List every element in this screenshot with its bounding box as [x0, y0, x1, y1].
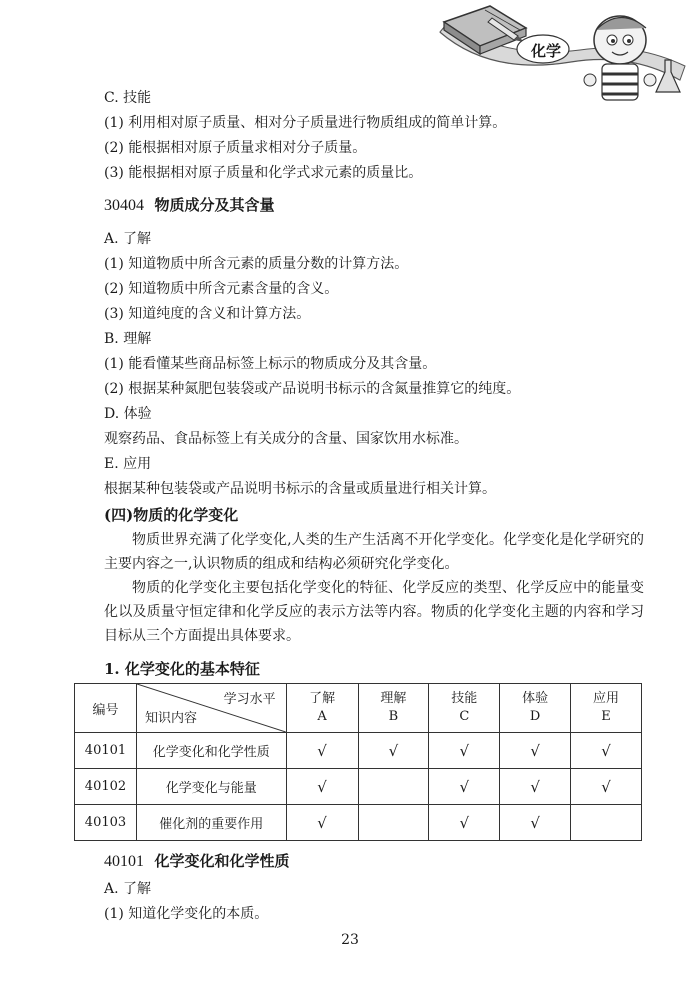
- table-row: [75, 769, 642, 805]
- learning-level-table: [74, 683, 642, 841]
- table-header-row: [75, 684, 642, 733]
- check-mark: [571, 805, 642, 841]
- section-title: 物质成分及其含量: [154, 196, 275, 214]
- row-code: 40101: [75, 733, 137, 769]
- check-mark: √: [429, 733, 500, 769]
- book-icon: [444, 6, 526, 54]
- check-mark: [358, 769, 429, 805]
- code-header: 编号: [75, 684, 137, 733]
- section-c-item-1: (1) 利用相对原子质量、相对分子质量进行物质组成的简单计算。: [104, 115, 507, 131]
- section-code: 30404: [104, 197, 144, 214]
- check-mark: [358, 805, 429, 841]
- part4-paragraph-1: 物质世界充满了化学变化,人类的生产生活离不开化学变化。化学变化是化学研究的主要内容之一,认识物质的组成和结构必须研究化学变化。: [104, 532, 644, 572]
- part4-title: (四)物质的化学变化: [104, 506, 239, 524]
- check-mark: √: [500, 733, 571, 769]
- s30404-e-text: 根据某种包装袋或产品说明书标示的含量或质量进行相关计算。: [104, 481, 496, 497]
- s30404-d-text: 观察药品、食品标签上有关成分的含量、国家饮用水标准。: [104, 431, 468, 447]
- s30404-a-title: A. 了解: [104, 231, 152, 247]
- s30404-b-item-2: (2) 根据某种氮肥包装袋或产品说明书标示的含氮量推算它的纯度。: [104, 381, 521, 397]
- row-content: 化学变化和化学性质: [136, 733, 286, 769]
- section-c-item-3: (3) 能根据相对原子质量和化学式求元素的质量比。: [104, 165, 423, 181]
- check-mark: √: [571, 733, 642, 769]
- level-header: 了解 A: [286, 684, 358, 733]
- check-mark: √: [500, 805, 571, 841]
- check-mark: √: [286, 805, 358, 841]
- check-mark: √: [286, 769, 358, 805]
- s30404-a-item-1: (1) 知道物质中所含元素的质量分数的计算方法。: [104, 256, 409, 272]
- s30404-e-title: E. 应用: [104, 456, 152, 472]
- level-header: 体验 D: [500, 684, 571, 733]
- page-number: 23: [341, 932, 359, 948]
- check-mark: √: [358, 733, 429, 769]
- s40101-a-item-1: (1) 知道化学变化的本质。: [104, 906, 269, 922]
- s30404-b-title: B. 理解: [104, 331, 152, 347]
- diagonal-header-cell: [136, 684, 286, 733]
- row-code: 40102: [75, 769, 137, 805]
- part4-subheading-1: 1. 化学变化的基本特征: [104, 660, 260, 678]
- s30404-a-item-3: (3) 知道纯度的含义和计算方法。: [104, 306, 311, 322]
- s30404-d-title: D. 体验: [104, 406, 152, 422]
- brand-label: 化学: [531, 42, 562, 60]
- check-mark: √: [286, 733, 358, 769]
- section-40101-heading: [104, 850, 289, 871]
- book-mascot-illustration: [430, 0, 700, 110]
- diag-top-label: 学习水平: [223, 692, 276, 707]
- check-mark: √: [571, 769, 642, 805]
- level-header: 技能 C: [429, 684, 500, 733]
- level-header: 理解 B: [358, 684, 429, 733]
- diag-bottom-label: 知识内容: [144, 711, 197, 726]
- section-c-title: C. 技能: [104, 90, 152, 106]
- level-header: 应用 E: [571, 684, 642, 733]
- check-mark: √: [500, 769, 571, 805]
- section-c-item-2: (2) 能根据相对原子质量求相对分子质量。: [104, 140, 367, 156]
- section-30404-heading: [104, 194, 274, 215]
- table-row: [75, 733, 642, 769]
- section-code: 40101: [104, 853, 144, 870]
- section-title: 化学变化和化学性质: [154, 852, 290, 870]
- check-mark: √: [429, 805, 500, 841]
- table-row: [75, 805, 642, 841]
- row-content: 催化剂的重要作用: [136, 805, 286, 841]
- s30404-a-item-2: (2) 知道物质中所含元素含量的含义。: [104, 281, 339, 297]
- check-mark: √: [429, 769, 500, 805]
- s40101-a-title: A. 了解: [104, 881, 152, 897]
- row-content: 化学变化与能量: [136, 769, 286, 805]
- row-code: 40103: [75, 805, 137, 841]
- s30404-b-item-1: (1) 能看懂某些商品标签上标示的物质成分及其含量。: [104, 356, 437, 372]
- part4-paragraph-2: 物质的化学变化主要包括化学变化的特征、化学反应的类型、化学反应中的能量变化以及质量守恒定律和化学反应的表示方法等内容。物质的化学变化主题的内容和学习目标从三个方面提出具体要求。: [104, 580, 644, 644]
